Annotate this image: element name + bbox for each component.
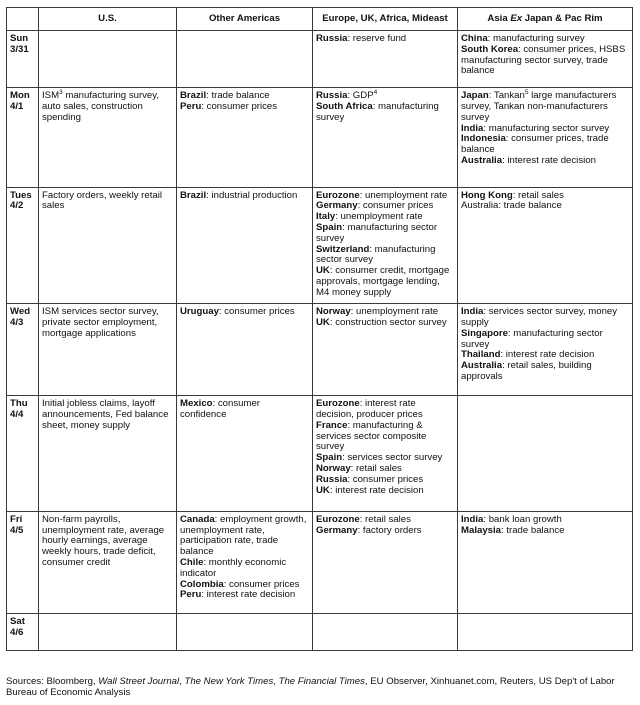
- day-cell: [7, 396, 39, 512]
- entry-text: Non-farm payrolls, unemployment rate, average hourly earnings, average weekly hours, trade deficit, consumer credit: [42, 513, 165, 568]
- cell-asia: [458, 396, 633, 512]
- cell-other-americas: [177, 187, 313, 304]
- calendar-entry: [316, 318, 454, 329]
- cell-asia: [458, 614, 633, 651]
- region-name: UK: [316, 316, 330, 328]
- cell-other-americas: [177, 614, 313, 651]
- cell-asia: [458, 304, 633, 396]
- calendar-row: [7, 88, 633, 187]
- entry-text: : unemployment rate: [350, 306, 439, 318]
- calendar-entry: [461, 134, 629, 156]
- day-name: Sun: [10, 33, 29, 44]
- entry-text: : interest rate decision, producer prices: [316, 398, 423, 420]
- day-name: Thu: [10, 398, 28, 410]
- calendar-entry: [180, 399, 309, 421]
- entry-text: : construction sector survey: [329, 316, 447, 328]
- calendar-entry: [461, 361, 629, 383]
- calendar-entry: [180, 102, 309, 113]
- calendar-entry: [180, 590, 309, 601]
- entry-text: : consumer prices: [357, 200, 434, 212]
- region-name: Colombia: [180, 578, 224, 590]
- region-name: China: [461, 33, 488, 44]
- calendar-entry: [316, 399, 454, 421]
- footnote-marker: 5: [524, 89, 529, 97]
- region-name: Germany: [316, 524, 358, 536]
- entry-text: : retail sales: [359, 513, 411, 525]
- region-name: Italy: [316, 211, 336, 223]
- entry-text: : monthly economic indicator: [180, 556, 287, 579]
- cell-europe: [313, 88, 458, 187]
- entry-text: : GDP: [347, 90, 374, 102]
- entry-text: : consumer confidence: [180, 398, 260, 420]
- calendar-entry: [316, 486, 454, 497]
- entry-text: : interest rate decision: [329, 484, 424, 496]
- entry-text: : consumer prices, HSBS manufacturing sector survey, trade balance: [461, 43, 626, 77]
- calendar-entry: [461, 91, 629, 123]
- region-name: Russia: [316, 473, 348, 485]
- calendar-entry: [316, 34, 454, 45]
- cell-europe: [313, 31, 458, 88]
- entry-text: : consumer prices, trade balance: [461, 133, 609, 156]
- calendar-entry: [316, 102, 454, 124]
- calendar-entry: [42, 515, 173, 569]
- region-name: Eurozone: [316, 513, 360, 525]
- entry-text-continued: large manufacturers survey, Tankan non-manufacturers survey: [461, 90, 617, 123]
- entry-text: : trade balance: [501, 524, 565, 536]
- calendar-entry: [42, 191, 173, 213]
- calendar-row: [7, 31, 633, 88]
- region-name: India: [461, 306, 484, 318]
- calendar-entry: [316, 266, 454, 298]
- calendar-row: [7, 304, 633, 396]
- entry-text: Australia: trade balance: [461, 200, 562, 212]
- cell-other-americas: [177, 304, 313, 396]
- entry-text: : employment growth, unemployment rate, participation rate, trade balance: [180, 513, 307, 558]
- calendar-entry: [316, 245, 454, 267]
- calendar-row: [7, 614, 633, 651]
- entry-text: ISM: [42, 90, 60, 102]
- entry-text: : unemployment rate: [335, 211, 423, 223]
- region-name: Malaysia: [461, 524, 502, 536]
- entry-text: : interest rate decision: [201, 589, 296, 601]
- region-name: Peru: [180, 589, 202, 601]
- entry-text: : retail sales, building approvals: [461, 360, 592, 382]
- day-date: 4/3: [10, 316, 24, 328]
- calendar-row: [7, 511, 633, 613]
- cell-other-americas: [177, 396, 313, 512]
- region-name: Brazil: [180, 189, 207, 201]
- footnote-marker: 4: [373, 89, 378, 97]
- entry-text: : manufacturing survey: [316, 101, 439, 123]
- entry-text: : manufacturing sector survey: [483, 122, 610, 134]
- entry-text: : manufacturing & services sector composite survey: [316, 419, 427, 453]
- day-date: 4/1: [10, 101, 24, 113]
- entry-text: : consumer prices: [347, 473, 424, 485]
- day-name: Mon: [10, 90, 30, 102]
- region-name: Australia: [461, 360, 503, 372]
- calendar-entry: [461, 201, 629, 212]
- entry-text: : retail sales: [350, 462, 402, 474]
- cell-other-americas: [177, 88, 313, 187]
- region-name: Russia: [316, 33, 348, 44]
- entry-text: : consumer prices: [223, 578, 300, 590]
- region-name: Spain: [316, 452, 343, 464]
- calendar-entry: [316, 421, 454, 453]
- cell-europe: [313, 187, 458, 304]
- region-name: Japan: [461, 90, 489, 102]
- economic-calendar-table: [6, 7, 633, 651]
- calendar-entry: [180, 307, 309, 318]
- corner-cell: [7, 8, 39, 31]
- cell-us: [39, 614, 177, 651]
- sources-footnote: Sources: Bloomberg, Wall Street Journal, The New York Times, The Financial Times, EU Observer, Xinhuanet.com, Reuters, US Dep't of Labor Bureau of Economic Analysis: [6, 676, 615, 698]
- region-name: Canada: [180, 513, 215, 525]
- calendar-entry: [316, 526, 454, 537]
- cell-europe: [313, 511, 458, 613]
- calendar-entry: [316, 223, 454, 245]
- region-name: Eurozone: [316, 189, 360, 201]
- cell-europe: [313, 396, 458, 512]
- calendar-entry: [461, 45, 629, 77]
- day-date: 4/4: [10, 408, 24, 420]
- cell-us: [39, 88, 177, 187]
- day-name: Tues: [10, 189, 32, 201]
- region-name: Russia: [316, 90, 348, 102]
- entry-text: : consumer prices: [218, 306, 295, 318]
- entry-text: : manufacturing sector survey: [316, 221, 438, 244]
- entry-text: : consumer prices: [201, 101, 278, 113]
- calendar-entry: [180, 191, 309, 202]
- day-cell: [7, 614, 39, 651]
- entry-text: : bank loan growth: [483, 513, 562, 525]
- region-name: Indonesia: [461, 133, 506, 145]
- region-name: Norway: [316, 462, 351, 474]
- region-name: India: [461, 513, 484, 525]
- entry-text: : Tankan: [488, 90, 525, 102]
- day-date: 4/6: [10, 626, 24, 638]
- entry-text: : services sector survey: [342, 452, 443, 464]
- cell-other-americas: [177, 511, 313, 613]
- entry-text: Initial jobless claims, layoff announcements, Fed balance sheet, money supply: [42, 398, 169, 431]
- region-name: Peru: [180, 101, 202, 113]
- day-cell: [7, 304, 39, 396]
- region-name: UK: [316, 484, 330, 496]
- entry-text: : factory orders: [357, 524, 422, 536]
- region-name: South Korea: [461, 43, 519, 55]
- cell-asia: [458, 187, 633, 304]
- entry-text: : retail sales: [512, 189, 564, 201]
- region-name: Germany: [316, 200, 358, 212]
- column-header-asia: Asia Ex Japan & Pac Rim: [458, 8, 633, 31]
- calendar-entry: [461, 156, 629, 167]
- cell-us: [39, 511, 177, 613]
- cell-asia: [458, 511, 633, 613]
- region-name: UK: [316, 265, 330, 277]
- day-name: Wed: [10, 306, 31, 318]
- region-name: Thailand: [461, 349, 501, 361]
- region-name: Brazil: [180, 90, 207, 102]
- region-name: Eurozone: [316, 398, 360, 410]
- footnote-marker: 3: [59, 89, 63, 97]
- entry-text: : interest rate decision: [502, 155, 596, 167]
- entry-text: : services sector survey, money supply: [461, 306, 618, 328]
- entry-text: : industrial production: [206, 189, 298, 201]
- calendar-row: [7, 396, 633, 512]
- calendar-entry: [180, 515, 309, 558]
- calendar-row: [7, 187, 633, 304]
- calendar-entry: [42, 399, 173, 431]
- region-name: Norway: [316, 306, 351, 318]
- entry-text-continued: manufacturing survey, auto sales, construction spending: [42, 90, 160, 123]
- entry-text: : manufacturing sector survey: [461, 327, 603, 350]
- entry-text: : consumer credit, mortgage approvals, mortgage lending, M4 money supply: [316, 265, 450, 298]
- cell-us: [39, 396, 177, 512]
- entry-text: : unemployment rate: [359, 189, 448, 201]
- cell-us: [39, 31, 177, 88]
- calendar-entry: [461, 526, 629, 537]
- region-name: Uruguay: [180, 306, 219, 318]
- entry-text: Factory orders, weekly retail sales: [42, 189, 162, 212]
- entry-text: : manufacturing sector survey: [316, 243, 436, 266]
- day-date: 4/2: [10, 200, 24, 212]
- day-name: Sat: [10, 616, 25, 628]
- entry-text: : manufacturing survey: [487, 33, 585, 44]
- day-cell: [7, 88, 39, 187]
- day-name: Fri: [10, 513, 23, 525]
- day-cell: [7, 187, 39, 304]
- calendar-entry: [461, 329, 629, 351]
- calendar-entry: [42, 307, 173, 339]
- column-header-europe: Europe, UK, Africa, Mideast: [313, 8, 458, 31]
- cell-europe: [313, 304, 458, 396]
- column-header-us: U.S.: [39, 8, 177, 31]
- region-name: Australia: [461, 155, 503, 167]
- cell-us: [39, 187, 177, 304]
- region-name: India: [461, 122, 484, 134]
- cell-europe: [313, 614, 458, 651]
- region-name: Mexico: [180, 398, 213, 410]
- region-name: Chile: [180, 556, 204, 568]
- calendar-entry: [180, 558, 309, 580]
- calendar-entry: [461, 307, 629, 329]
- cell-asia: [458, 88, 633, 187]
- cell-us: [39, 304, 177, 396]
- entry-text: : interest rate decision: [500, 349, 595, 361]
- region-name: Switzerland: [316, 243, 370, 255]
- cell-other-americas: [177, 31, 313, 88]
- day-cell: [7, 511, 39, 613]
- region-name: Singapore: [461, 327, 508, 339]
- calendar-entry: [42, 91, 173, 123]
- day-date: 3/31: [10, 43, 29, 55]
- column-header-other-americas: Other Americas: [177, 8, 313, 31]
- region-name: South Africa: [316, 101, 373, 113]
- entry-text: : reserve fund: [347, 33, 407, 44]
- header-row: [7, 8, 633, 31]
- entry-text: ISM services sector survey, private sector employment, mortgage applications: [42, 306, 159, 339]
- day-date: 4/5: [10, 524, 24, 536]
- region-name: Spain: [316, 221, 343, 233]
- region-name: Hong Kong: [461, 189, 513, 201]
- cell-asia: [458, 31, 633, 88]
- region-name: France: [316, 419, 348, 431]
- day-cell: [7, 31, 39, 88]
- entry-text: : trade balance: [206, 90, 270, 102]
